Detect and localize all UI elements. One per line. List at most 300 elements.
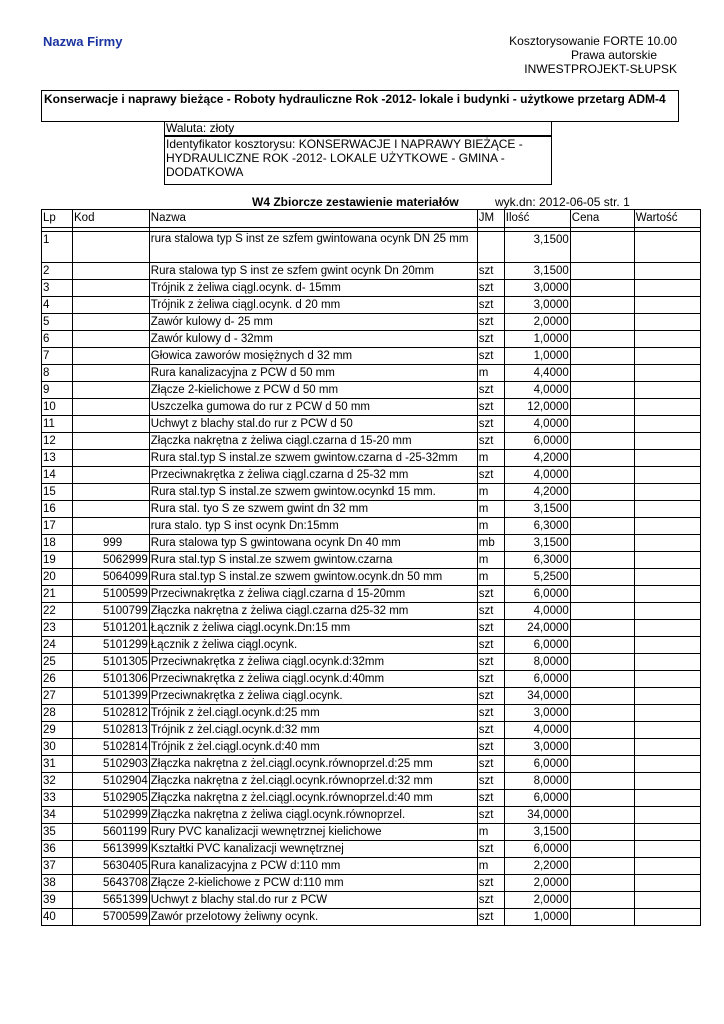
cell-ilosc: 6,0000 xyxy=(504,671,570,688)
col-cena: Cena xyxy=(570,210,634,228)
cell-ilosc: 12,0000 xyxy=(504,399,570,416)
cell-cena xyxy=(570,654,634,671)
cell-ilosc: 2,0000 xyxy=(504,314,570,331)
cell-kod xyxy=(73,297,150,314)
cell-kod: 999 xyxy=(73,535,150,552)
cell-lp: 12 xyxy=(42,433,73,450)
cell-ilosc: 1,0000 xyxy=(504,348,570,365)
cell-kod: 5064099 xyxy=(73,569,150,586)
table-row xyxy=(42,722,701,739)
cell-lp: 32 xyxy=(42,773,73,790)
cell-ilosc: 3,1500 xyxy=(504,824,570,841)
cell-lp: 27 xyxy=(42,688,73,705)
cell-lp: 7 xyxy=(42,348,73,365)
cell-kod xyxy=(73,314,150,331)
company-name: Nazwa Firmy xyxy=(43,34,123,49)
cell-jm: szt xyxy=(477,671,504,688)
table-row xyxy=(42,739,701,756)
cell-nazwa: Zawór kulowy d - 32mm xyxy=(149,331,477,348)
cell-nazwa: Przeciwnakrętka z żeliwa ciągl.ocynk. xyxy=(149,688,477,705)
cell-jm: szt xyxy=(477,875,504,892)
estimate-title: Konserwacje i naprawy bieżące - Roboty hydrauliczne Rok -2012- lokale i budynki - użytkowe przetarg ADM-4 xyxy=(41,90,679,122)
estimate-identifier: Identyfikator kosztorysu: KONSERWACJE I NAPRAWY BIEŻĄCE - HYDRAULICZNE ROK -2012- LOKALE UŻYTKOWE - GMINA - DODATKOWA xyxy=(165,136,551,179)
cell-nazwa: Przeciwnakrętka z żeliwa ciągl.czarna d 15-20mm xyxy=(149,586,477,603)
cell-wartosc xyxy=(634,807,700,824)
cell-jm: m xyxy=(477,552,504,569)
cell-jm: m xyxy=(477,858,504,875)
cell-jm: szt xyxy=(477,637,504,654)
cell-ilosc: 6,0000 xyxy=(504,841,570,858)
table-row xyxy=(42,569,701,586)
cell-jm: szt xyxy=(477,586,504,603)
cell-jm: m xyxy=(477,518,504,535)
cell-lp: 5 xyxy=(42,314,73,331)
cell-lp: 37 xyxy=(42,858,73,875)
cell-jm: szt xyxy=(477,314,504,331)
cell-kod xyxy=(73,467,150,484)
cell-wartosc xyxy=(634,552,700,569)
cell-ilosc: 6,0000 xyxy=(504,790,570,807)
cell-cena xyxy=(570,297,634,314)
cell-ilosc: 24,0000 xyxy=(504,620,570,637)
cell-wartosc xyxy=(634,467,700,484)
table-row xyxy=(42,263,701,280)
table-row xyxy=(42,399,701,416)
currency-label: Waluta: złoty xyxy=(165,121,551,136)
table-row xyxy=(42,671,701,688)
cell-jm: szt xyxy=(477,280,504,297)
cell-lp: 8 xyxy=(42,365,73,382)
cell-nazwa: Trójnik z żeliwa ciągl.ocynk. d- 15mm xyxy=(149,280,477,297)
cell-ilosc: 8,0000 xyxy=(504,654,570,671)
cell-lp: 10 xyxy=(42,399,73,416)
cell-cena xyxy=(570,841,634,858)
cell-nazwa: Złączka nakrętna z żeliwa ciągl.czarna d25-32 mm xyxy=(149,603,477,620)
cell-jm: m xyxy=(477,824,504,841)
cell-wartosc xyxy=(634,892,700,909)
cell-kod xyxy=(73,433,150,450)
table-row xyxy=(42,790,701,807)
col-nazwa: Nazwa xyxy=(149,210,477,228)
cell-jm: szt xyxy=(477,620,504,637)
table-row xyxy=(42,450,701,467)
cell-jm: szt xyxy=(477,756,504,773)
cell-nazwa: Rura stalowa typ S gwintowana ocynk Dn 40 mm xyxy=(149,535,477,552)
cell-jm: szt xyxy=(477,909,504,926)
cell-lp: 15 xyxy=(42,484,73,501)
cell-ilosc: 6,0000 xyxy=(504,433,570,450)
cell-nazwa: Zawór przelotowy żeliwny ocynk. xyxy=(149,909,477,926)
cell-nazwa: Złącze 2-kielichowe z PCW d 50 mm xyxy=(149,382,477,399)
cell-jm: szt xyxy=(477,773,504,790)
col-ilosc: Ilość xyxy=(504,210,570,228)
table-row xyxy=(42,620,701,637)
cell-wartosc xyxy=(634,756,700,773)
cell-wartosc xyxy=(634,586,700,603)
cell-kod xyxy=(73,331,150,348)
cell-wartosc xyxy=(634,569,700,586)
cell-kod: 5651399 xyxy=(73,892,150,909)
cell-nazwa: Głowica zaworów mosiężnych d 32 mm xyxy=(149,348,477,365)
cell-ilosc: 4,0000 xyxy=(504,416,570,433)
cell-cena xyxy=(570,518,634,535)
cell-lp: 20 xyxy=(42,569,73,586)
cell-lp: 9 xyxy=(42,382,73,399)
cell-wartosc xyxy=(634,501,700,518)
cell-wartosc xyxy=(634,399,700,416)
col-jm: JM xyxy=(477,210,504,228)
table-row xyxy=(42,280,701,297)
cell-kod: 5101306 xyxy=(73,671,150,688)
table-row xyxy=(42,807,701,824)
cell-ilosc: 4,4000 xyxy=(504,365,570,382)
cell-kod: 5102903 xyxy=(73,756,150,773)
cell-nazwa: Trójnik z żel.ciągl.ocynk.d:25 mm xyxy=(149,705,477,722)
cell-nazwa: Rura stal.typ S instal.ze szwem gwintow.ocynkd 15 mm. xyxy=(149,484,477,501)
cell-kod xyxy=(73,263,150,280)
cell-nazwa: Kształtki PVC kanalizacji wewnętrznej xyxy=(149,841,477,858)
cell-jm: szt xyxy=(477,297,504,314)
cell-lp: 14 xyxy=(42,467,73,484)
cell-wartosc xyxy=(634,232,700,263)
cell-cena xyxy=(570,467,634,484)
cell-ilosc: 2,0000 xyxy=(504,875,570,892)
cell-nazwa: Rury PVC kanalizacji wewnętrznej kielichowe xyxy=(149,824,477,841)
cell-lp: 38 xyxy=(42,875,73,892)
cell-jm: szt xyxy=(477,841,504,858)
cell-cena xyxy=(570,501,634,518)
cell-ilosc: 34,0000 xyxy=(504,807,570,824)
cell-ilosc: 6,0000 xyxy=(504,756,570,773)
cell-cena xyxy=(570,688,634,705)
cell-cena xyxy=(570,280,634,297)
cell-nazwa: Uchwyt z blachy stal.do rur z PCW d 50 xyxy=(149,416,477,433)
table-row xyxy=(42,501,701,518)
cell-kod: 5101299 xyxy=(73,637,150,654)
estimate-identifier-box xyxy=(164,121,552,185)
cell-wartosc xyxy=(634,722,700,739)
cell-cena xyxy=(570,637,634,654)
cell-nazwa: rura stalowa typ S inst ze szfem gwintowana ocynk DN 25 mm xyxy=(149,232,477,263)
table-row xyxy=(42,331,701,348)
cell-ilosc: 3,0000 xyxy=(504,739,570,756)
cell-ilosc: 4,0000 xyxy=(504,722,570,739)
cell-cena xyxy=(570,263,634,280)
cell-nazwa: Uszczelka gumowa do rur z PCW d 50 mm xyxy=(149,399,477,416)
cell-cena xyxy=(570,484,634,501)
cell-lp: 6 xyxy=(42,331,73,348)
cell-kod: 5630405 xyxy=(73,858,150,875)
cell-lp: 3 xyxy=(42,280,73,297)
cell-cena xyxy=(570,603,634,620)
table-row xyxy=(42,232,701,263)
cell-lp: 2 xyxy=(42,263,73,280)
table-row xyxy=(42,875,701,892)
cell-kod xyxy=(73,416,150,433)
table-header-row xyxy=(42,210,701,228)
cell-lp: 28 xyxy=(42,705,73,722)
cell-cena xyxy=(570,382,634,399)
cell-kod: 5102814 xyxy=(73,739,150,756)
cell-ilosc: 3,1500 xyxy=(504,535,570,552)
cell-wartosc xyxy=(634,637,700,654)
cell-cena xyxy=(570,620,634,637)
cell-cena xyxy=(570,433,634,450)
table-row xyxy=(42,603,701,620)
cell-kod xyxy=(73,280,150,297)
cell-kod xyxy=(73,518,150,535)
section-title: W4 Zbiorcze zestawienie materiałów xyxy=(252,195,459,209)
cell-wartosc xyxy=(634,841,700,858)
col-lp: Lp xyxy=(42,210,73,228)
cell-ilosc: 8,0000 xyxy=(504,773,570,790)
cell-kod xyxy=(73,348,150,365)
cell-cena xyxy=(570,892,634,909)
cell-cena xyxy=(570,399,634,416)
cell-jm: szt xyxy=(477,331,504,348)
rights-label: Prawa autorskie xyxy=(570,48,657,62)
table-row xyxy=(42,909,701,926)
cell-lp: 21 xyxy=(42,586,73,603)
cell-ilosc: 3,0000 xyxy=(504,297,570,314)
cell-ilosc: 4,0000 xyxy=(504,382,570,399)
cell-lp: 23 xyxy=(42,620,73,637)
cell-jm: m xyxy=(477,484,504,501)
table-row xyxy=(42,637,701,654)
table-row xyxy=(42,773,701,790)
cell-nazwa: Trójnik z żel.ciągl.ocynk.d:40 mm xyxy=(149,739,477,756)
cell-wartosc xyxy=(634,654,700,671)
cell-lp: 36 xyxy=(42,841,73,858)
cell-kod: 5643708 xyxy=(73,875,150,892)
cell-nazwa: Przeciwnakrętka z żeliwa ciągl.czarna d 25-32 mm xyxy=(149,467,477,484)
cell-ilosc: 3,0000 xyxy=(504,705,570,722)
cell-jm: szt xyxy=(477,382,504,399)
cell-ilosc: 5,2500 xyxy=(504,569,570,586)
date-page-meta: wyk.dn: 2012-06-05 str. 1 xyxy=(495,195,630,209)
cell-nazwa: Trójnik z żel.ciągl.ocynk.d:32 mm xyxy=(149,722,477,739)
cell-kod: 5102813 xyxy=(73,722,150,739)
cell-ilosc: 3,1500 xyxy=(504,263,570,280)
cell-lp: 26 xyxy=(42,671,73,688)
cell-ilosc: 4,2000 xyxy=(504,484,570,501)
cell-nazwa: Przeciwnakrętka z żeliwa ciągl.ocynk.d:40mm xyxy=(149,671,477,688)
cell-jm: szt xyxy=(477,790,504,807)
cell-wartosc xyxy=(634,875,700,892)
table-row xyxy=(42,841,701,858)
table-row xyxy=(42,688,701,705)
cell-nazwa: Zawór kulowy d- 25 mm xyxy=(149,314,477,331)
software-info xyxy=(417,34,677,76)
cell-ilosc: 1,0000 xyxy=(504,909,570,926)
cell-kod: 5102999 xyxy=(73,807,150,824)
cell-wartosc xyxy=(634,790,700,807)
cell-cena xyxy=(570,232,634,263)
cell-ilosc: 6,0000 xyxy=(504,586,570,603)
cell-ilosc: 6,3000 xyxy=(504,552,570,569)
table-row xyxy=(42,467,701,484)
cell-wartosc xyxy=(634,314,700,331)
cell-nazwa: Rura kanalizacyjna z PCW d:110 mm xyxy=(149,858,477,875)
cell-lp: 34 xyxy=(42,807,73,824)
cell-nazwa: Złączka nakrętna z żeliwa ciągl.czarna d 15-20 mm xyxy=(149,433,477,450)
cell-wartosc xyxy=(634,382,700,399)
table-row xyxy=(42,348,701,365)
cell-wartosc xyxy=(634,620,700,637)
cell-ilosc: 4,0000 xyxy=(504,603,570,620)
table-row xyxy=(42,433,701,450)
cell-cena xyxy=(570,671,634,688)
cell-kod: 5613999 xyxy=(73,841,150,858)
cell-wartosc xyxy=(634,535,700,552)
cell-ilosc: 3,1500 xyxy=(504,501,570,518)
table-row xyxy=(42,552,701,569)
cell-jm: szt xyxy=(477,892,504,909)
cell-lp: 24 xyxy=(42,637,73,654)
cell-jm: szt xyxy=(477,433,504,450)
cell-cena xyxy=(570,705,634,722)
cell-lp: 22 xyxy=(42,603,73,620)
cell-wartosc xyxy=(634,858,700,875)
cell-cena xyxy=(570,756,634,773)
cell-ilosc: 6,0000 xyxy=(504,637,570,654)
cell-wartosc xyxy=(634,671,700,688)
cell-ilosc: 6,3000 xyxy=(504,518,570,535)
cell-wartosc xyxy=(634,348,700,365)
cell-jm: szt xyxy=(477,416,504,433)
cell-kod: 5100599 xyxy=(73,586,150,603)
cell-kod: 5100799 xyxy=(73,603,150,620)
cell-jm: szt xyxy=(477,688,504,705)
col-kod: Kod xyxy=(73,210,150,228)
table-row xyxy=(42,365,701,382)
cell-kod: 5102904 xyxy=(73,773,150,790)
cell-nazwa: Złączka nakrętna z żel.ciągl.ocynk.równoprzel.d:40 mm xyxy=(149,790,477,807)
table-row xyxy=(42,518,701,535)
cell-kod xyxy=(73,450,150,467)
table-row xyxy=(42,484,701,501)
cell-cena xyxy=(570,535,634,552)
cell-nazwa: Łącznik z żeliwa ciągl.ocynk. xyxy=(149,637,477,654)
cell-wartosc xyxy=(634,365,700,382)
cell-wartosc xyxy=(634,280,700,297)
cell-jm: szt xyxy=(477,705,504,722)
cell-jm: szt xyxy=(477,739,504,756)
cell-nazwa: Łącznik z żeliwa ciągl.ocynk.Dn:15 mm xyxy=(149,620,477,637)
cell-ilosc: 4,0000 xyxy=(504,467,570,484)
cell-ilosc: 2,0000 xyxy=(504,892,570,909)
table-row xyxy=(42,858,701,875)
table-row xyxy=(42,382,701,399)
cell-lp: 17 xyxy=(42,518,73,535)
cell-nazwa: Rura stal.typ S instal.ze szwem gwintow.czarna d -25-32mm xyxy=(149,450,477,467)
cell-kod xyxy=(73,382,150,399)
cell-lp: 30 xyxy=(42,739,73,756)
cell-lp: 31 xyxy=(42,756,73,773)
cell-kod: 5101201 xyxy=(73,620,150,637)
cell-wartosc xyxy=(634,909,700,926)
cell-kod: 5101305 xyxy=(73,654,150,671)
cell-ilosc: 3,1500 xyxy=(504,232,570,263)
cell-nazwa: Rura kanalizacyjna z PCW d 50 mm xyxy=(149,365,477,382)
cell-lp: 25 xyxy=(42,654,73,671)
cell-kod xyxy=(73,501,150,518)
cell-jm: szt xyxy=(477,603,504,620)
col-wartosc: Wartość xyxy=(634,210,700,228)
cell-cena xyxy=(570,875,634,892)
cell-nazwa: Złącze 2-kielichowe z PCW d:110 mm xyxy=(149,875,477,892)
cell-nazwa: Złączka nakrętna z żeliwa ciągl.ocynk.równoprzel. xyxy=(149,807,477,824)
cell-jm: m xyxy=(477,501,504,518)
cell-lp: 40 xyxy=(42,909,73,926)
table-row xyxy=(42,535,701,552)
cell-lp: 33 xyxy=(42,790,73,807)
cell-cena xyxy=(570,824,634,841)
cell-lp: 18 xyxy=(42,535,73,552)
cell-cena xyxy=(570,773,634,790)
cell-wartosc xyxy=(634,705,700,722)
cell-nazwa: Rura stal. tyo S ze szwem gwint dn 32 mm xyxy=(149,501,477,518)
materials-table xyxy=(41,209,701,926)
cell-wartosc xyxy=(634,518,700,535)
cell-cena xyxy=(570,807,634,824)
table-row xyxy=(42,756,701,773)
cell-cena xyxy=(570,314,634,331)
cell-nazwa: Rura stal.typ S instal.ze szwem gwintow.czarna xyxy=(149,552,477,569)
rights-owner: INWESTPROJEKT-SŁUPSK xyxy=(524,62,677,76)
cell-jm: szt xyxy=(477,654,504,671)
cell-cena xyxy=(570,722,634,739)
cell-cena xyxy=(570,450,634,467)
cell-nazwa: Złączka nakrętna z żel.ciągl.ocynk.równoprzel.d:32 mm xyxy=(149,773,477,790)
cell-lp: 29 xyxy=(42,722,73,739)
cell-nazwa: Złączka nakrętna z żel.ciągl.ocynk.równoprzel.d:25 mm xyxy=(149,756,477,773)
cell-lp: 19 xyxy=(42,552,73,569)
table-row xyxy=(42,586,701,603)
cell-jm xyxy=(477,232,504,263)
cell-kod xyxy=(73,232,150,263)
cell-kod: 5062999 xyxy=(73,552,150,569)
table-row xyxy=(42,416,701,433)
cell-wartosc xyxy=(634,450,700,467)
cell-ilosc: 3,0000 xyxy=(504,280,570,297)
table-row xyxy=(42,705,701,722)
cell-wartosc xyxy=(634,688,700,705)
cell-jm: szt xyxy=(477,722,504,739)
cell-wartosc xyxy=(634,331,700,348)
cell-lp: 16 xyxy=(42,501,73,518)
cell-nazwa: Przeciwnakrętka z żeliwa ciągl.ocynk.d:32mm xyxy=(149,654,477,671)
cell-cena xyxy=(570,569,634,586)
cell-jm: szt xyxy=(477,467,504,484)
cell-ilosc: 1,0000 xyxy=(504,331,570,348)
cell-jm: m xyxy=(477,365,504,382)
cell-jm: mb xyxy=(477,535,504,552)
cell-kod: 5700599 xyxy=(73,909,150,926)
cell-lp: 11 xyxy=(42,416,73,433)
cell-wartosc xyxy=(634,773,700,790)
table-row xyxy=(42,654,701,671)
cell-wartosc xyxy=(634,297,700,314)
cell-kod xyxy=(73,365,150,382)
cell-ilosc: 4,2000 xyxy=(504,450,570,467)
cell-nazwa: Trójnik z żeliwa ciągl.ocynk. d 20 mm xyxy=(149,297,477,314)
cell-wartosc xyxy=(634,263,700,280)
cell-kod: 5601199 xyxy=(73,824,150,841)
cell-lp: 4 xyxy=(42,297,73,314)
cell-wartosc xyxy=(634,484,700,501)
cell-lp: 13 xyxy=(42,450,73,467)
